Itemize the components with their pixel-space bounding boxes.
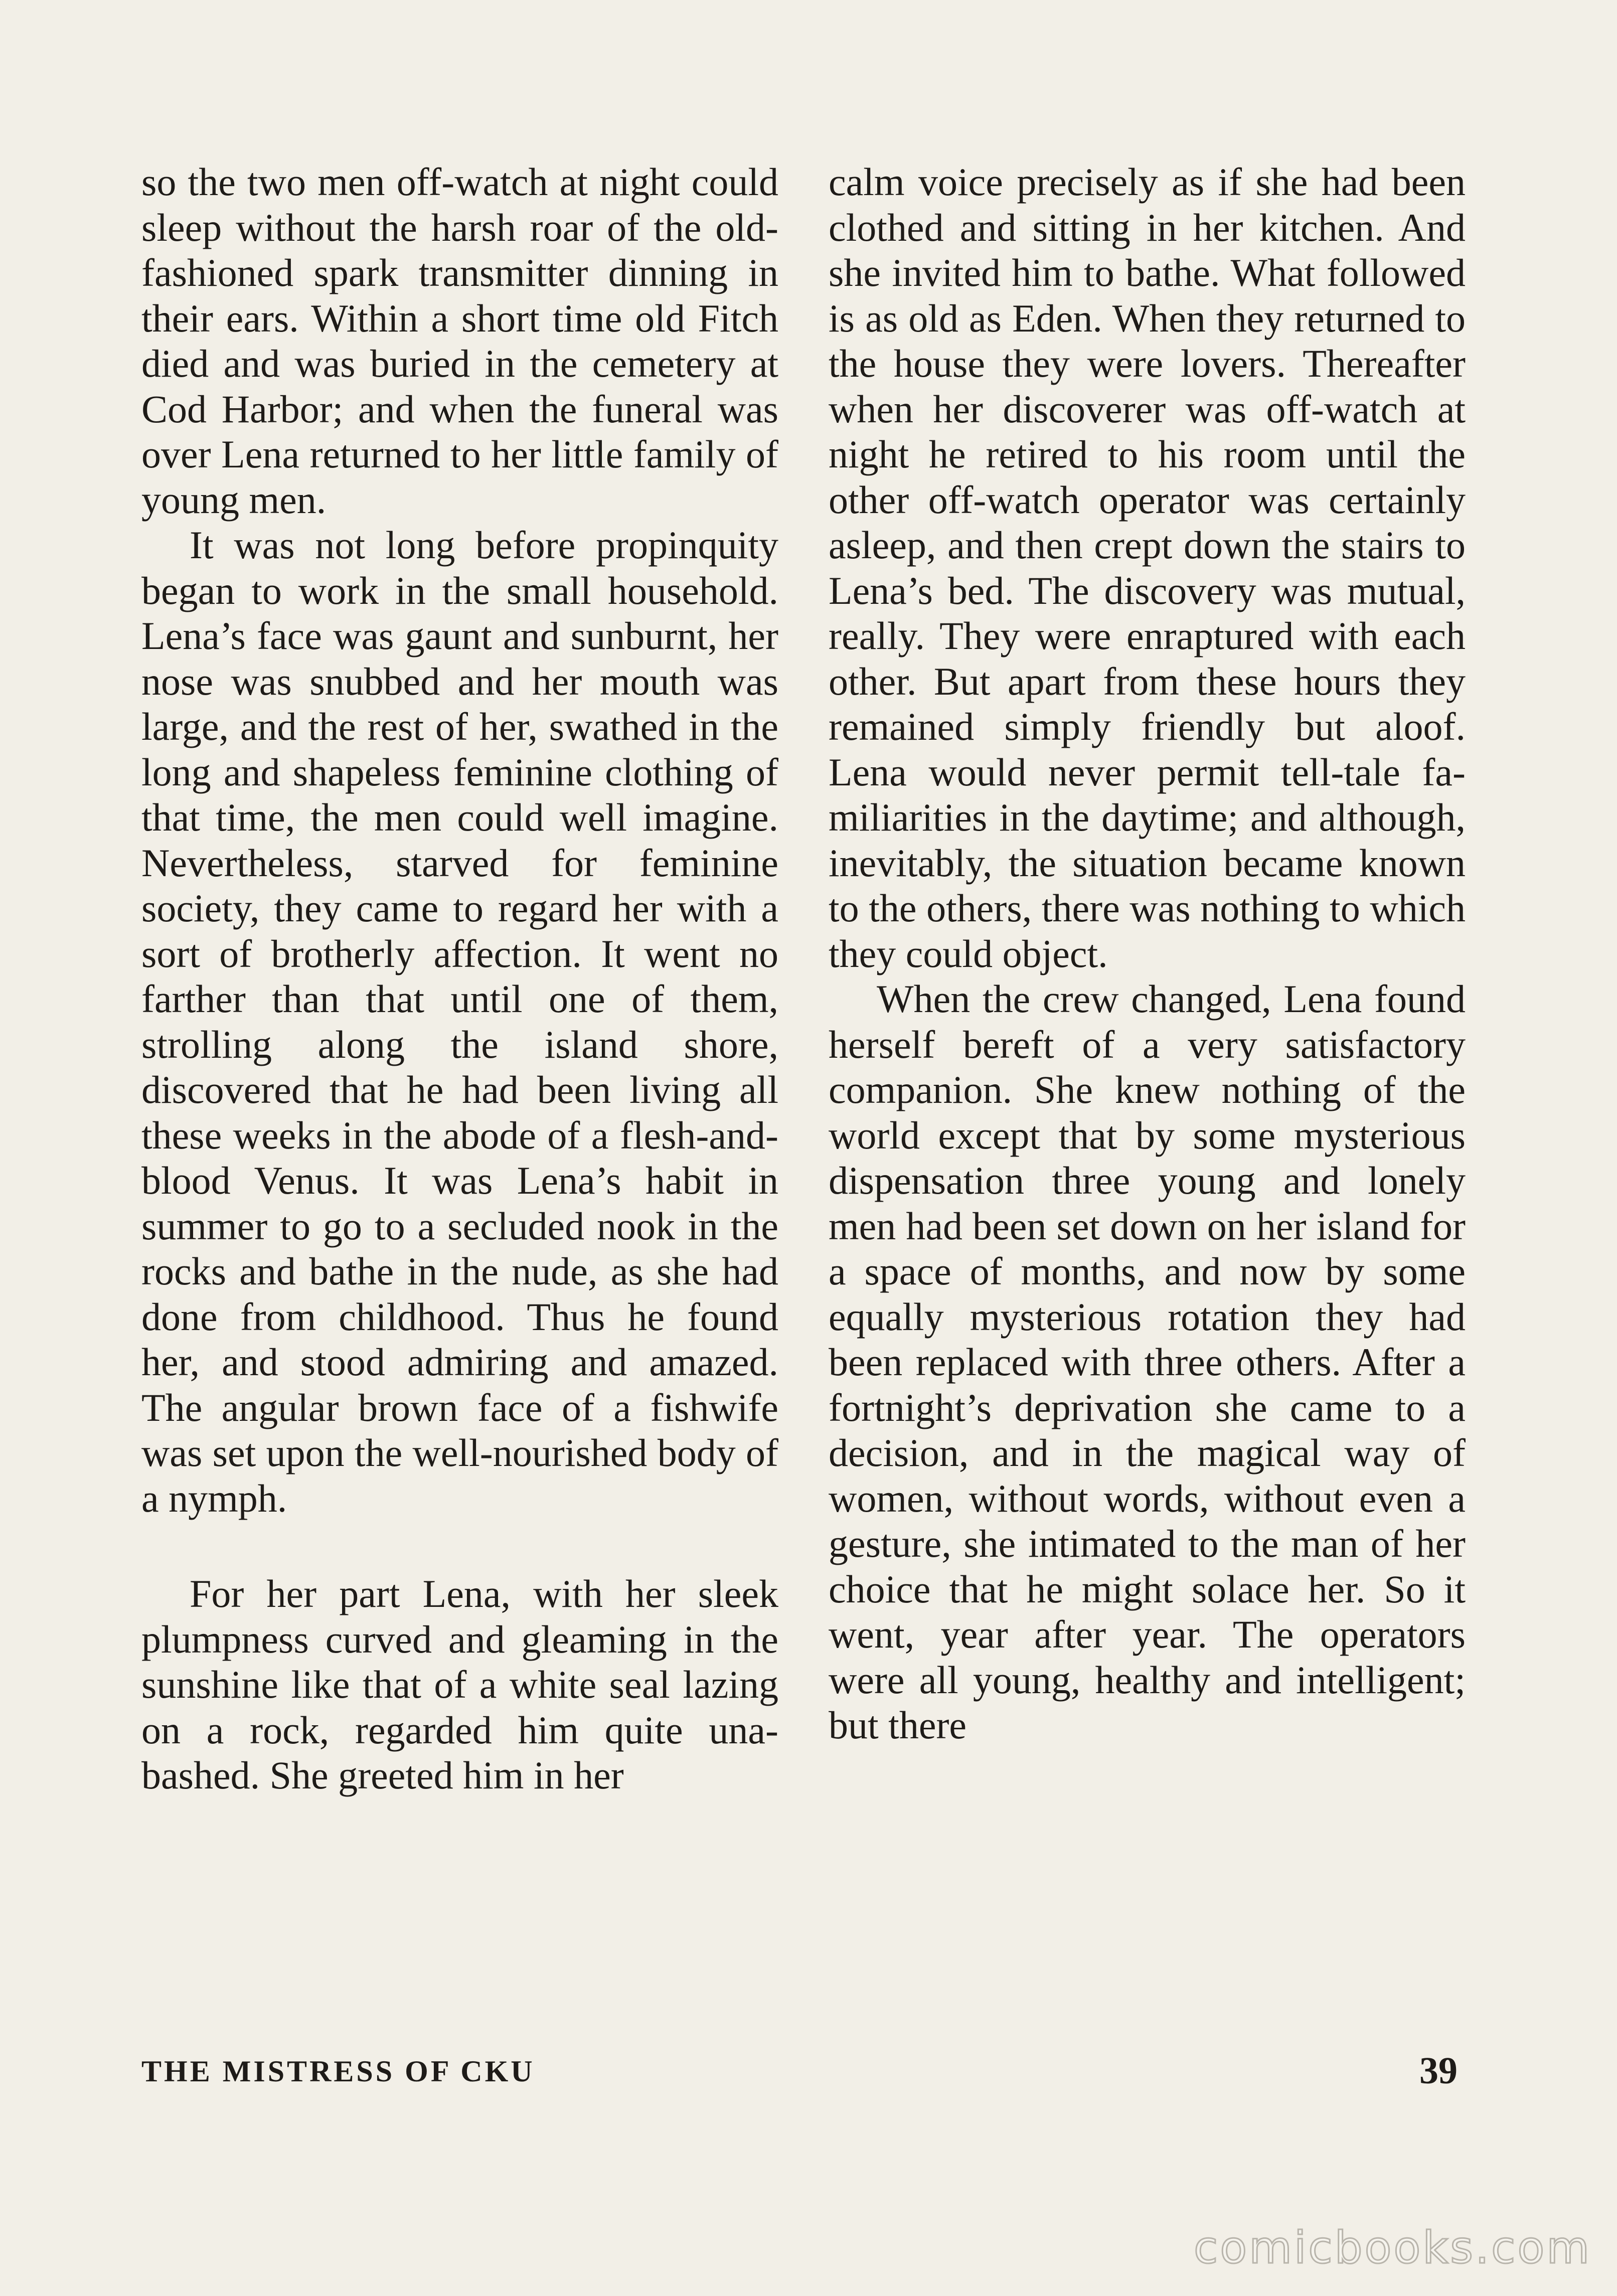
paragraph: so the two men off-watch at night could sleep without the harsh roar of the old-fashioned spark transmitter dinning in their ears. Within a short time old Fitch died and was buried in the cemetery at Cod Harbor; and when the funeral was over Lena returned to her little family of young men. [141,160,778,522]
watermark-text: comicbooks.com [1194,2222,1592,2273]
paragraph: It was not long before propinquity began to work in the small household. Lena’s face was gaunt and sunburnt, her nose was snubbed and her mouth was large, and the rest of her, swathed in the long and shapeless feminine clothing of that time, the men could well imagine. Nevertheless, starved for feminine society, they came to regard her with a sort of brotherly affection. It went no farther than that until one of them, strolling along the island shore, discovered that he had been living all these weeks in the abode of a flesh-and-blood Venus. It was Lena’s habit in summer to go to a secluded nook in the rocks and bathe in the nude, as she had done from childhood. Thus he found her, and stood admiring and amazed. The angular brown face of a fishwife was set upon the well-nourished body of a nymph. [141,523,778,1520]
paragraph: calm voice precisely as if she had been clothed and sitting in her kitchen. And she invited him to bathe. What followed is as old as Eden. When they returned to the house they were lovers. Thereafter when her discoverer was off-watch at night he retired to his room until the other off-watch operator was certainly asleep, and then crept down the stairs to Lena’s bed. The discovery was mutual, really. They were enraptured with each other. But apart from these hours they remained simply friendly but aloof. Lena would never permit tell-tale familiarities in the daytime; and although, inevitably, the situation became known to the others, there was nothing to which they could object. [829,160,1466,975]
paragraph: When the crew changed, Lena found herself bereft of a very satisfactory companion. She knew nothing of the world except that by some mysterious dispensation three young and lonely men had been set down on her island for a space of months, and now by some equally mysterious rotation they had been replaced with three others. After a fortnight’s deprivation she came to a decision, and in the magical way of women, without words, without even a gesture, she intimated to the man of her choice that he might solace her. So it went, year after year. The operators were all young, healthy and intelligent; but there [829,977,1466,1747]
paragraph: For her part Lena, with her sleek plumpness curved and gleaming in the sunshine like that of a white seal lazing on a rock, regarded him quite unabashed. She greeted him in her [141,1572,778,1797]
running-footer-title: THE MISTRESS OF CKU [141,2055,535,2088]
left-column [141,159,778,1798]
page-number: 39 [1419,2050,1458,2092]
right-column [829,159,1466,1748]
